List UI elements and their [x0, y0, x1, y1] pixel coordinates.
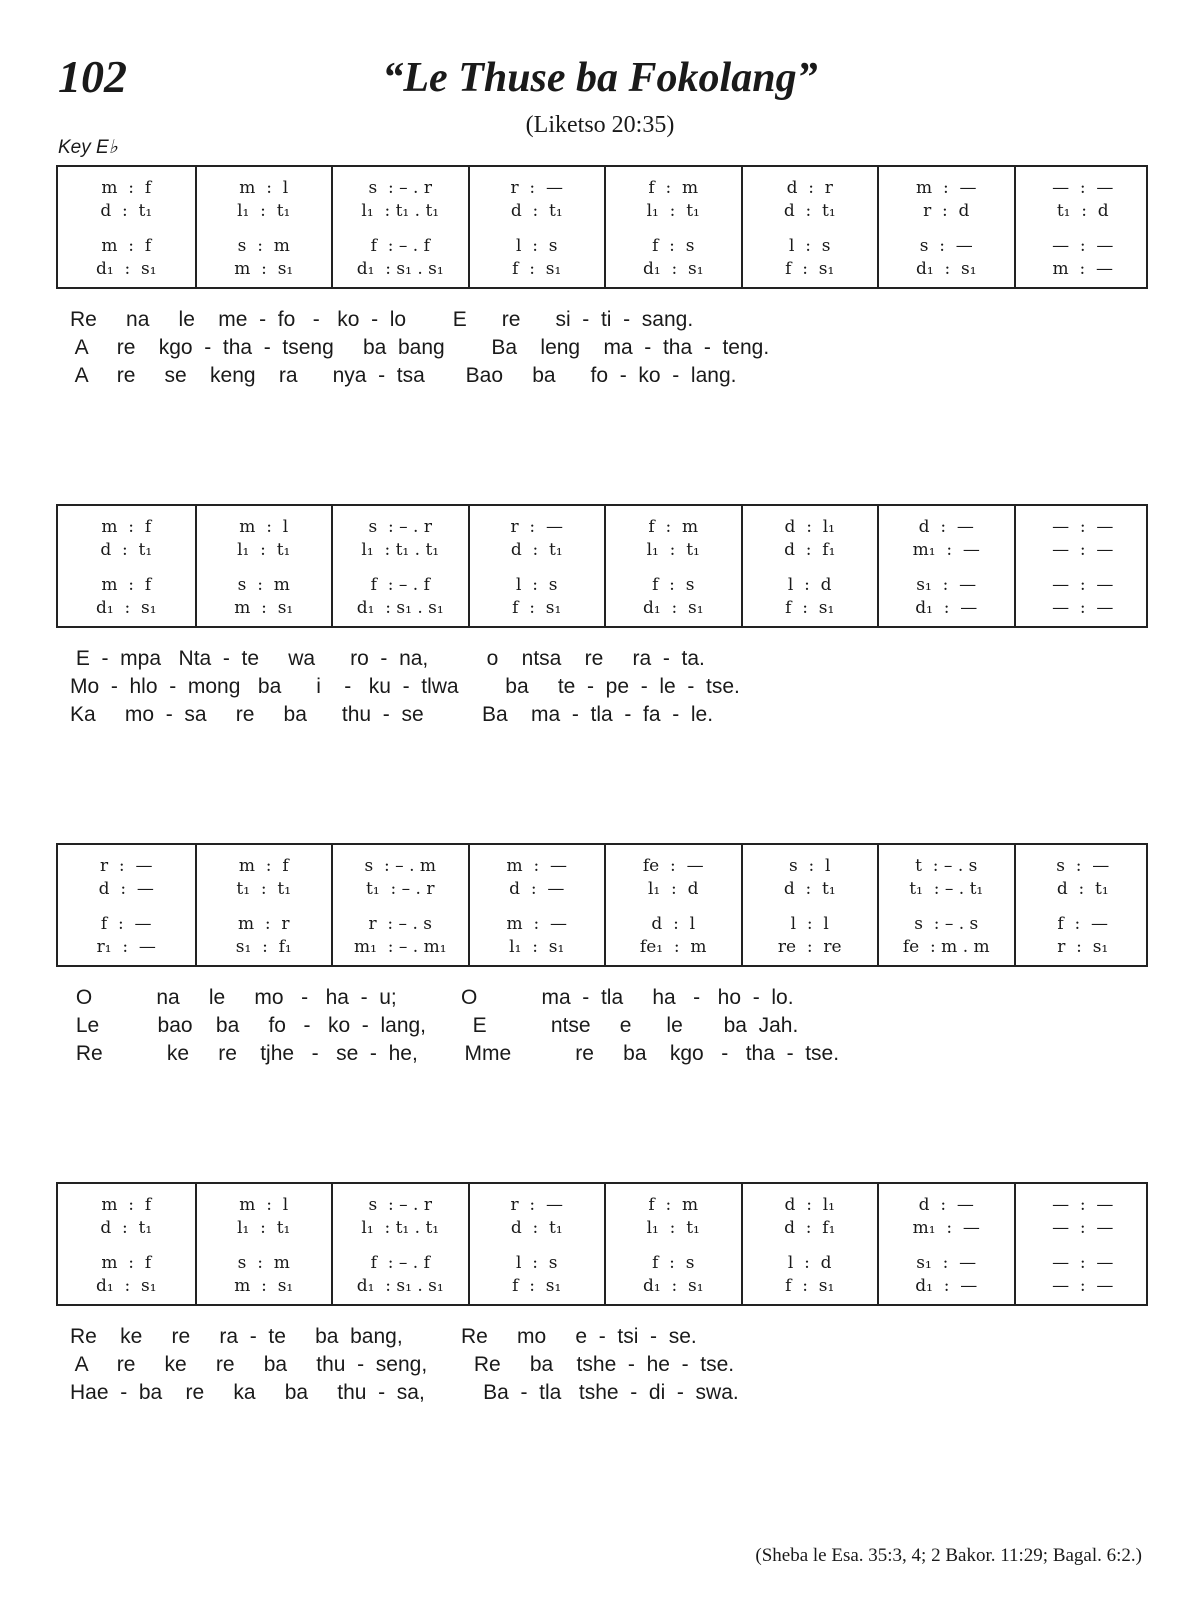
solfa-part: m : s₁: [234, 259, 294, 279]
measure: [468, 167, 605, 287]
measure: [58, 167, 195, 287]
solfa-part: l₁ : t₁: [237, 201, 291, 221]
solfa-system: [56, 165, 1148, 289]
solfa-part: d : —: [918, 1195, 974, 1215]
lyric-line: A re ke re ba thu - seng, Re ba tshe - he - tse.: [70, 1353, 735, 1376]
solfa-part: fe : m . m: [902, 937, 990, 957]
solfa-part: d : f₁: [784, 540, 836, 560]
solfa-part: d₁ : s₁ . s₁: [356, 598, 444, 618]
solfa-part: s : – . r: [368, 1195, 432, 1215]
solfa-part: — : —: [1052, 178, 1114, 198]
measure: [468, 845, 605, 965]
solfa-part: f : m: [648, 178, 699, 198]
solfa-part: f : s: [652, 1253, 695, 1273]
hymn-title: “Le Thuse ba Fokolang”: [382, 55, 818, 101]
solfa-part: d : t₁: [100, 201, 153, 221]
solfa-part: m : f: [101, 1253, 152, 1273]
solfa-part: fe : —: [642, 856, 704, 876]
solfa-part: f : s₁: [512, 1276, 562, 1296]
solfa-part: r : —: [510, 1195, 563, 1215]
solfa-part: d₁ : —: [915, 1276, 978, 1296]
solfa-part: — : —: [1052, 1218, 1114, 1238]
solfa-part: s : —: [919, 236, 973, 256]
solfa-part: f : s₁: [512, 259, 562, 279]
lyric-line: A re kgo - tha - tseng ba bang Ba leng ma - tha - teng.: [70, 336, 770, 359]
solfa-part: l₁ : t₁: [237, 1218, 291, 1238]
lyric-line: A re se keng ra nya - tsa Bao ba fo - ko - lang.: [70, 364, 737, 387]
solfa-part: m : f: [101, 178, 152, 198]
solfa-part: s₁ : f₁: [235, 937, 292, 957]
solfa-part: l₁ : s₁: [509, 937, 565, 957]
solfa-part: s : m: [237, 236, 290, 256]
solfa-part: m : —: [916, 178, 977, 198]
solfa-part: r : s₁: [1057, 937, 1109, 957]
footnote-references: (Sheba le Esa. 35:3, 4; 2 Bakor. 11:29; Bagal. 6:2.): [755, 1545, 1142, 1566]
solfa-system: [56, 1182, 1148, 1306]
solfa-part: m : l: [239, 178, 289, 198]
measure: [331, 167, 468, 287]
lyric-line: E - mpa Nta - te wa ro - na, o ntsa re ra - ta.: [70, 647, 705, 670]
solfa-part: m : l: [239, 1195, 289, 1215]
solfa-part: r : —: [100, 856, 153, 876]
solfa-part: f : s: [652, 575, 695, 595]
measure: [877, 167, 1014, 287]
solfa-part: s : l: [788, 856, 831, 876]
solfa-part: f : s₁: [512, 598, 562, 618]
measure: [468, 1184, 605, 1304]
solfa-part: f : —: [100, 914, 152, 934]
solfa-part: l₁ : d: [648, 879, 699, 899]
solfa-part: l : l: [790, 914, 829, 934]
solfa-part: f : m: [648, 1195, 699, 1215]
solfa-part: t₁ : – . t₁: [909, 879, 984, 899]
solfa-part: m : s₁: [234, 1276, 294, 1296]
solfa-part: d₁ : s₁: [642, 1276, 704, 1296]
lyric-line: Re ke re ra - te ba bang, Re mo e - tsi - se.: [70, 1325, 697, 1348]
measure: [468, 506, 605, 626]
solfa-part: — : —: [1052, 575, 1114, 595]
solfa-part: m : r: [237, 914, 290, 934]
solfa-part: l₁ : t₁: [646, 201, 700, 221]
measure: [741, 167, 878, 287]
solfa-part: d : f₁: [784, 1218, 836, 1238]
measure: [58, 1184, 195, 1304]
solfa-part: d : l: [651, 914, 696, 934]
solfa-part: — : —: [1052, 1276, 1114, 1296]
solfa-part: d₁ : s₁ . s₁: [356, 259, 444, 279]
measure: [195, 506, 332, 626]
scripture-reference: (Liketso 20:35): [525, 112, 675, 138]
solfa-part: t₁ : – . r: [366, 879, 435, 899]
measure: [741, 1184, 878, 1304]
solfa-system: [56, 843, 1148, 967]
solfa-part: d : t₁: [100, 540, 153, 560]
lyric-line: Hae - ba re ka ba thu - sa, Ba - tla tshe - di - swa.: [70, 1381, 739, 1404]
solfa-part: d : t₁: [510, 201, 563, 221]
measure: [1014, 1184, 1151, 1304]
solfa-part: m : f: [101, 1195, 152, 1215]
solfa-part: l₁ : t₁ . t₁: [361, 540, 440, 560]
solfa-part: s : – . s: [914, 914, 979, 934]
solfa-part: d : t₁: [510, 1218, 563, 1238]
solfa-part: l : s: [515, 575, 558, 595]
measure: [741, 506, 878, 626]
key-signature: Key E♭: [58, 137, 118, 158]
solfa-part: d₁ : s₁ . s₁: [356, 1276, 444, 1296]
measure: [1014, 167, 1151, 287]
solfa-part: — : —: [1052, 236, 1114, 256]
solfa-part: f : – . f: [370, 575, 430, 595]
solfa-part: m : l: [239, 517, 289, 537]
solfa-part: d : r: [786, 178, 833, 198]
solfa-part: d : l₁: [784, 517, 835, 537]
solfa-part: f : —: [1057, 914, 1109, 934]
solfa-part: d : t₁: [783, 879, 836, 899]
solfa-part: l : d: [787, 1253, 832, 1273]
solfa-part: d : —: [918, 517, 974, 537]
solfa-part: m : s₁: [234, 598, 294, 618]
solfa-part: d : t₁: [100, 1218, 153, 1238]
lyric-line: Ka mo - sa re ba thu - se Ba ma - tla - fa - le.: [70, 703, 714, 726]
measure: [877, 506, 1014, 626]
measure: [604, 506, 741, 626]
measure: [741, 845, 878, 965]
solfa-part: f : s: [652, 236, 695, 256]
solfa-part: d : —: [509, 879, 565, 899]
measure: [604, 845, 741, 965]
solfa-part: f : – . f: [370, 1253, 430, 1273]
solfa-part: t₁ : t₁: [236, 879, 292, 899]
solfa-part: d₁ : s₁: [95, 259, 157, 279]
solfa-part: — : —: [1052, 598, 1114, 618]
solfa-part: m : —: [506, 856, 567, 876]
solfa-part: m₁ : – . m₁: [353, 937, 447, 957]
lyric-line: Mo - hlo - mong ba i - ku - tlwa ba te - pe - le - tse.: [70, 675, 740, 698]
solfa-part: s : —: [1056, 856, 1110, 876]
solfa-part: r : – . s: [368, 914, 432, 934]
hymn-number: 102: [58, 51, 127, 102]
solfa-part: l₁ : t₁: [237, 540, 291, 560]
solfa-part: s₁ : —: [916, 575, 977, 595]
measure: [195, 845, 332, 965]
solfa-part: d : t₁: [783, 201, 836, 221]
solfa-part: r₁ : —: [96, 937, 156, 957]
measure: [58, 845, 195, 965]
solfa-part: m : f: [101, 517, 152, 537]
measure: [331, 506, 468, 626]
solfa-part: l₁ : t₁: [646, 1218, 700, 1238]
lyric-line: O na le mo - ha - u; O ma - tla ha - ho - lo.: [70, 986, 794, 1009]
solfa-part: d₁ : s₁: [642, 598, 704, 618]
solfa-part: l : s: [515, 1253, 558, 1273]
solfa-part: d₁ : s₁: [95, 598, 157, 618]
solfa-part: f : m: [648, 517, 699, 537]
solfa-part: — : —: [1052, 1195, 1114, 1215]
solfa-part: s : m: [237, 1253, 290, 1273]
solfa-part: l₁ : t₁: [646, 540, 700, 560]
measure: [604, 167, 741, 287]
solfa-part: l₁ : t₁ . t₁: [361, 201, 440, 221]
measure: [604, 1184, 741, 1304]
measure: [195, 167, 332, 287]
solfa-part: d₁ : s₁: [642, 259, 704, 279]
solfa-part: d₁ : —: [915, 598, 978, 618]
solfa-part: d₁ : s₁: [95, 1276, 157, 1296]
solfa-part: l : s: [788, 236, 831, 256]
measure: [58, 506, 195, 626]
solfa-part: — : —: [1052, 517, 1114, 537]
solfa-part: l : s: [515, 236, 558, 256]
measure: [877, 1184, 1014, 1304]
solfa-part: m : f: [101, 236, 152, 256]
solfa-part: d : t₁: [510, 540, 563, 560]
measure: [331, 1184, 468, 1304]
solfa-part: m₁ : —: [912, 540, 980, 560]
solfa-part: m : —: [506, 914, 567, 934]
solfa-part: t₁ : d: [1056, 201, 1109, 221]
solfa-part: s₁ : —: [916, 1253, 977, 1273]
solfa-part: f : s₁: [785, 1276, 835, 1296]
solfa-part: re : re: [777, 937, 842, 957]
solfa-part: d₁ : s₁: [915, 259, 977, 279]
solfa-part: f : – . f: [370, 236, 430, 256]
solfa-part: m : f: [238, 856, 289, 876]
solfa-part: l : d: [787, 575, 832, 595]
solfa-part: f : s₁: [785, 259, 835, 279]
lyric-line: Re na le me - fo - ko - lo E re si - ti - sang.: [70, 308, 694, 331]
solfa-part: r : d: [923, 201, 970, 221]
solfa-part: d : l₁: [784, 1195, 835, 1215]
measure: [1014, 845, 1151, 965]
solfa-part: s : – . r: [368, 178, 432, 198]
solfa-part: r : —: [510, 517, 563, 537]
lyric-line: Re ke re tjhe - se - he, Mme re ba kgo - tha - tse.: [70, 1042, 840, 1065]
measure: [331, 845, 468, 965]
solfa-part: m : f: [101, 575, 152, 595]
solfa-system: [56, 504, 1148, 628]
lyric-line: Le bao ba fo - ko - lang, E ntse e le ba Jah.: [70, 1014, 799, 1037]
solfa-part: — : —: [1052, 540, 1114, 560]
solfa-part: l₁ : t₁ . t₁: [361, 1218, 440, 1238]
solfa-part: d : t₁: [1056, 879, 1109, 899]
solfa-part: m₁ : —: [912, 1218, 980, 1238]
solfa-part: fe₁ : m: [639, 937, 707, 957]
solfa-part: — : —: [1052, 1253, 1114, 1273]
solfa-part: s : – . m: [364, 856, 436, 876]
solfa-part: s : – . r: [368, 517, 432, 537]
solfa-part: d : —: [98, 879, 154, 899]
measure: [195, 1184, 332, 1304]
solfa-part: s : m: [237, 575, 290, 595]
measure: [1014, 506, 1151, 626]
solfa-part: r : —: [510, 178, 563, 198]
solfa-part: m : —: [1052, 259, 1113, 279]
solfa-part: t : – . s: [915, 856, 978, 876]
measure: [877, 845, 1014, 965]
solfa-part: f : s₁: [785, 598, 835, 618]
